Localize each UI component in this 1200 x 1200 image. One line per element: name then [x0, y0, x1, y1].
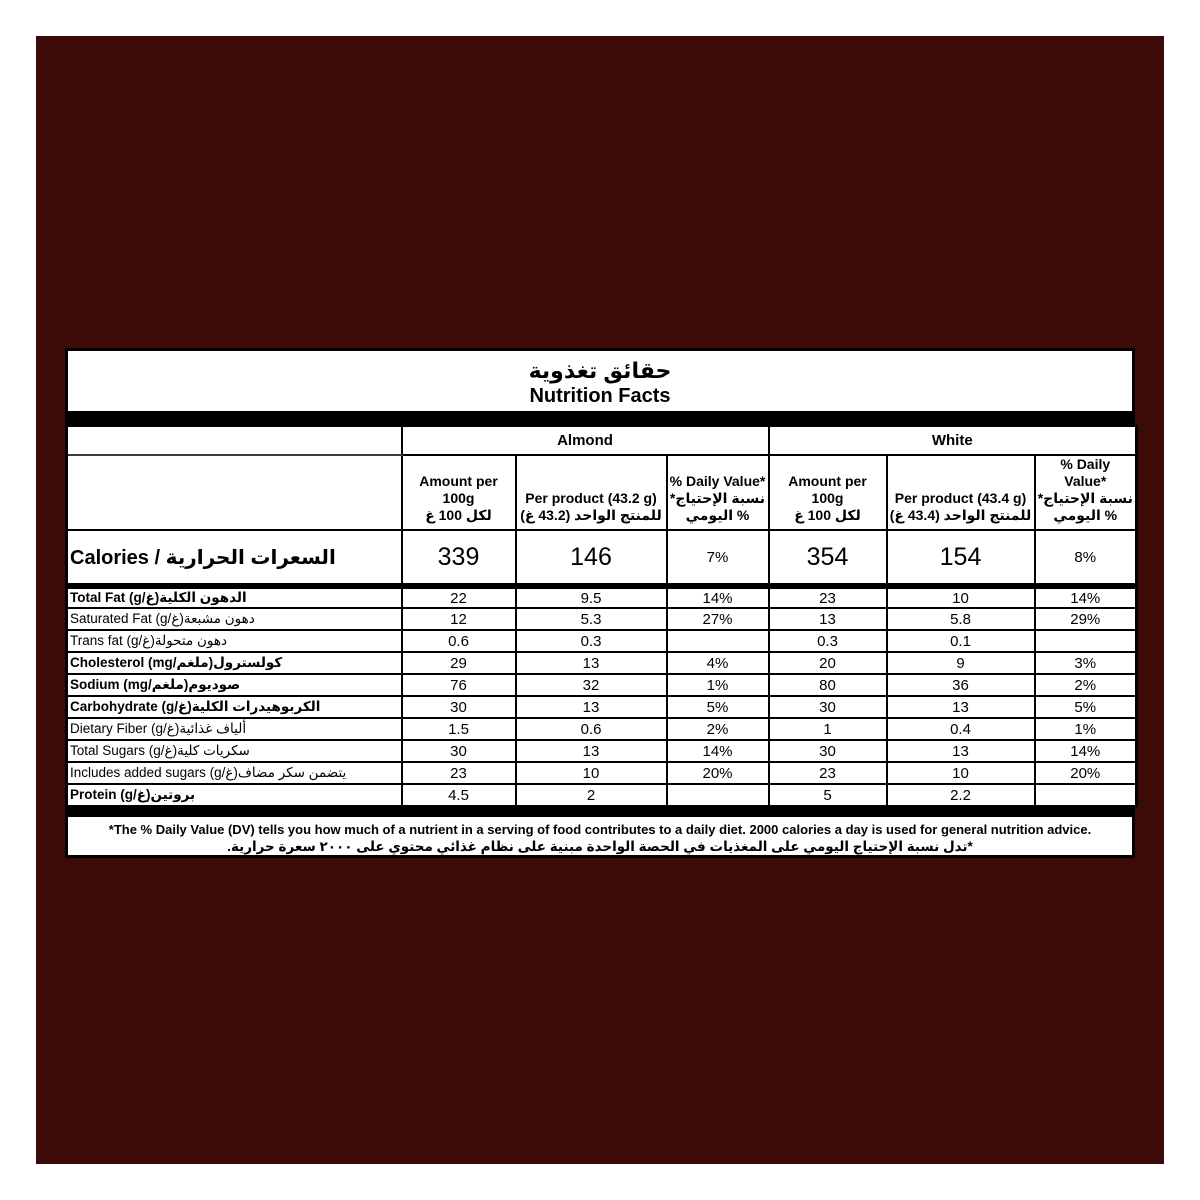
header-text-arabic: للمنتج الواحد (43.4 غ)	[889, 507, 1032, 523]
nutrient-label-ar: يتضمن سكر مضاف	[237, 765, 347, 780]
footnote-divider-bar	[65, 807, 1135, 817]
value-cell: 1.5	[402, 718, 516, 740]
calories-row	[67, 530, 1137, 586]
product-white: White	[769, 426, 1137, 455]
corner-cell	[67, 426, 402, 455]
nutrient-label-en: Carbohydrate (g/غ)	[70, 699, 192, 714]
value-cell: 2%	[1035, 674, 1137, 696]
header-white-daily-value	[1035, 455, 1137, 530]
nutrient-label-ar: الدهون الكلية	[159, 590, 251, 605]
nutrient-label	[67, 784, 402, 806]
value-cell: 5.8	[887, 608, 1035, 630]
value-cell: 29	[402, 652, 516, 674]
value-cell: 20%	[1035, 762, 1137, 784]
value-cell: 30	[402, 696, 516, 718]
value-cell: 5	[769, 784, 887, 806]
value-cell: 13	[887, 696, 1035, 718]
table-row-added-sugars	[67, 762, 1137, 784]
header-text: Per product (43.4 g)	[894, 490, 1027, 506]
footnote-arabic: *تدل نسبة الإحتياج اليومي على المغذيات في الحصة الواحدة مبنية على نظام غذائي محتوي على ٢٠٠٠ سعرة حرارية.	[227, 839, 973, 854]
value-cell: 14%	[667, 586, 769, 608]
header-text-arabic: % اليومي	[1053, 507, 1118, 523]
value-cell: 5.3	[516, 608, 667, 630]
calories-white-per: 154	[887, 530, 1035, 586]
value-cell: 76	[402, 674, 516, 696]
nutrient-label-ar: سكريات كلية	[177, 743, 250, 758]
value-cell: 14%	[1035, 740, 1137, 762]
value-cell: 80	[769, 674, 887, 696]
value-cell: 30	[402, 740, 516, 762]
value-cell: 2.2	[887, 784, 1035, 806]
nutrient-label	[67, 740, 402, 762]
value-cell: 20%	[667, 762, 769, 784]
table-row-protein	[67, 784, 1137, 806]
title-arabic: حقائق تغذوية	[528, 358, 672, 383]
column-header-row	[67, 455, 1137, 530]
nutrient-label-en: Total Fat (g/غ)	[70, 590, 160, 605]
nutrient-label-ar: بروتين	[150, 787, 196, 802]
header-white-amount	[769, 455, 887, 530]
calories-label-en: Calories /	[70, 546, 166, 569]
table-row-dietary-fiber	[67, 718, 1137, 740]
nutrient-label-ar: ألياف غذائية	[179, 721, 247, 736]
value-cell: 5%	[1035, 696, 1137, 718]
header-almond-amount	[402, 455, 516, 530]
calories-white-amount: 354	[769, 530, 887, 586]
nutrient-label-en: Total Sugars (g/غ)	[70, 743, 178, 758]
value-cell: 9.5	[516, 586, 667, 608]
header-text: Per product (43.2 g)	[525, 490, 657, 506]
calories-almond-per: 146	[516, 530, 667, 586]
value-cell: 1	[769, 718, 887, 740]
table-row-total-fat	[67, 586, 1137, 608]
product-almond: Almond	[402, 426, 769, 455]
title-divider-bar	[65, 411, 1135, 425]
value-cell: 1%	[667, 674, 769, 696]
table-row-cholesterol	[67, 652, 1137, 674]
product-header-row	[67, 426, 1137, 455]
label-title-box	[65, 348, 1135, 411]
nutrient-label-en: Dietary Fiber (g/غ)	[70, 721, 180, 736]
value-cell: 13	[516, 696, 667, 718]
value-cell: 13	[887, 740, 1035, 762]
value-cell: 36	[887, 674, 1035, 696]
nutrient-label	[67, 718, 402, 740]
header-text: Amount per 100g	[788, 473, 867, 506]
value-cell: 12	[402, 608, 516, 630]
nutrient-label-en: Cholesterol (mg/ملغم)	[70, 655, 214, 670]
nutrient-label-en: Includes added sugars (g/غ)	[70, 765, 238, 780]
header-almond-daily-value	[667, 455, 769, 530]
value-cell: 1%	[1035, 718, 1137, 740]
value-cell: 29%	[1035, 608, 1137, 630]
value-cell: 0.3	[769, 630, 887, 652]
value-cell: 30	[769, 740, 887, 762]
header-text-arabic: نسبة الإحتياج*	[669, 490, 766, 506]
calories-white-dv: 8%	[1035, 530, 1137, 586]
value-cell: 14%	[667, 740, 769, 762]
nutrient-label	[67, 608, 402, 630]
value-cell: 22	[402, 586, 516, 608]
corner-cell	[67, 455, 402, 530]
value-cell: 13	[516, 652, 667, 674]
value-cell: 0.6	[516, 718, 667, 740]
nutrient-label-ar: كولسترول	[213, 655, 286, 670]
nutrient-label	[67, 630, 402, 652]
nutrient-label	[67, 696, 402, 718]
value-cell: 23	[769, 586, 887, 608]
nutrient-label	[67, 586, 402, 608]
header-text: % Daily Value*	[669, 473, 766, 489]
nutrient-label-ar: الكربوهيدرات الكلية	[191, 699, 325, 714]
nutrient-label	[67, 762, 402, 784]
value-cell	[1035, 784, 1137, 806]
nutrition-facts-label	[65, 348, 1135, 858]
title-english: Nutrition Facts	[529, 385, 671, 407]
table-row-saturated-fat	[67, 608, 1137, 630]
nutrient-label-ar: صوديوم	[188, 677, 241, 692]
nutrient-label-en: Saturated Fat (g/غ)	[70, 611, 184, 626]
value-cell: 5%	[667, 696, 769, 718]
value-cell: 10	[516, 762, 667, 784]
value-cell: 14%	[1035, 586, 1137, 608]
header-almond-per-product	[516, 455, 667, 530]
header-text-arabic: نسبة الإحتياج*	[1037, 490, 1133, 506]
nutrient-label-ar: دهون متحولة	[154, 633, 231, 648]
value-cell	[667, 784, 769, 806]
nutrient-label	[67, 674, 402, 696]
value-cell: 10	[887, 586, 1035, 608]
value-cell: 0.4	[887, 718, 1035, 740]
value-cell: 0.3	[516, 630, 667, 652]
value-cell: 30	[769, 696, 887, 718]
value-cell: 13	[769, 608, 887, 630]
footnote-box	[65, 817, 1135, 858]
value-cell: 0.6	[402, 630, 516, 652]
nutrient-label-en: Protein (g/غ)	[70, 787, 151, 802]
nutrient-label-en: Sodium (mg/ملغم)	[70, 677, 189, 692]
footnote-english: *The % Daily Value (DV) tells you how much of a nutrient in a serving of food contributes to a daily diet. 2000 calories a day is used for general nutrition advice.	[108, 822, 1092, 837]
header-white-per-product	[887, 455, 1035, 530]
table-row-total-sugars	[67, 740, 1137, 762]
nutrient-label	[67, 652, 402, 674]
value-cell: 2	[516, 784, 667, 806]
value-cell: 4.5	[402, 784, 516, 806]
value-cell: 20	[769, 652, 887, 674]
header-text: % Daily Value*	[1060, 456, 1111, 489]
value-cell: 9	[887, 652, 1035, 674]
value-cell: 0.1	[887, 630, 1035, 652]
value-cell: 4%	[667, 652, 769, 674]
header-text-arabic: للمنتج الواحد (43.2 غ)	[520, 507, 662, 523]
table-row-trans-fat	[67, 630, 1137, 652]
nutrition-table	[65, 425, 1138, 807]
value-cell	[667, 630, 769, 652]
value-cell: 3%	[1035, 652, 1137, 674]
value-cell: 27%	[667, 608, 769, 630]
calories-label	[67, 530, 402, 586]
calories-almond-amount: 339	[402, 530, 516, 586]
value-cell	[1035, 630, 1137, 652]
value-cell: 13	[516, 740, 667, 762]
value-cell: 32	[516, 674, 667, 696]
calories-label-ar: السعرات الحرارية	[165, 546, 336, 569]
header-text-arabic: لكل 100 غ	[794, 507, 861, 523]
value-cell: 23	[402, 762, 516, 784]
table-row-carbohydrate	[67, 696, 1137, 718]
header-text-arabic: % اليومي	[685, 507, 750, 523]
table-row-sodium	[67, 674, 1137, 696]
nutrient-label-ar: دهون مشبعة	[183, 611, 259, 626]
value-cell: 10	[887, 762, 1035, 784]
calories-almond-dv: 7%	[667, 530, 769, 586]
nutrient-label-en: Trans fat (g/غ)	[70, 633, 155, 648]
header-text: Amount per 100g	[419, 473, 498, 506]
header-text-arabic: لكل 100 غ	[425, 507, 492, 523]
value-cell: 2%	[667, 718, 769, 740]
value-cell: 23	[769, 762, 887, 784]
